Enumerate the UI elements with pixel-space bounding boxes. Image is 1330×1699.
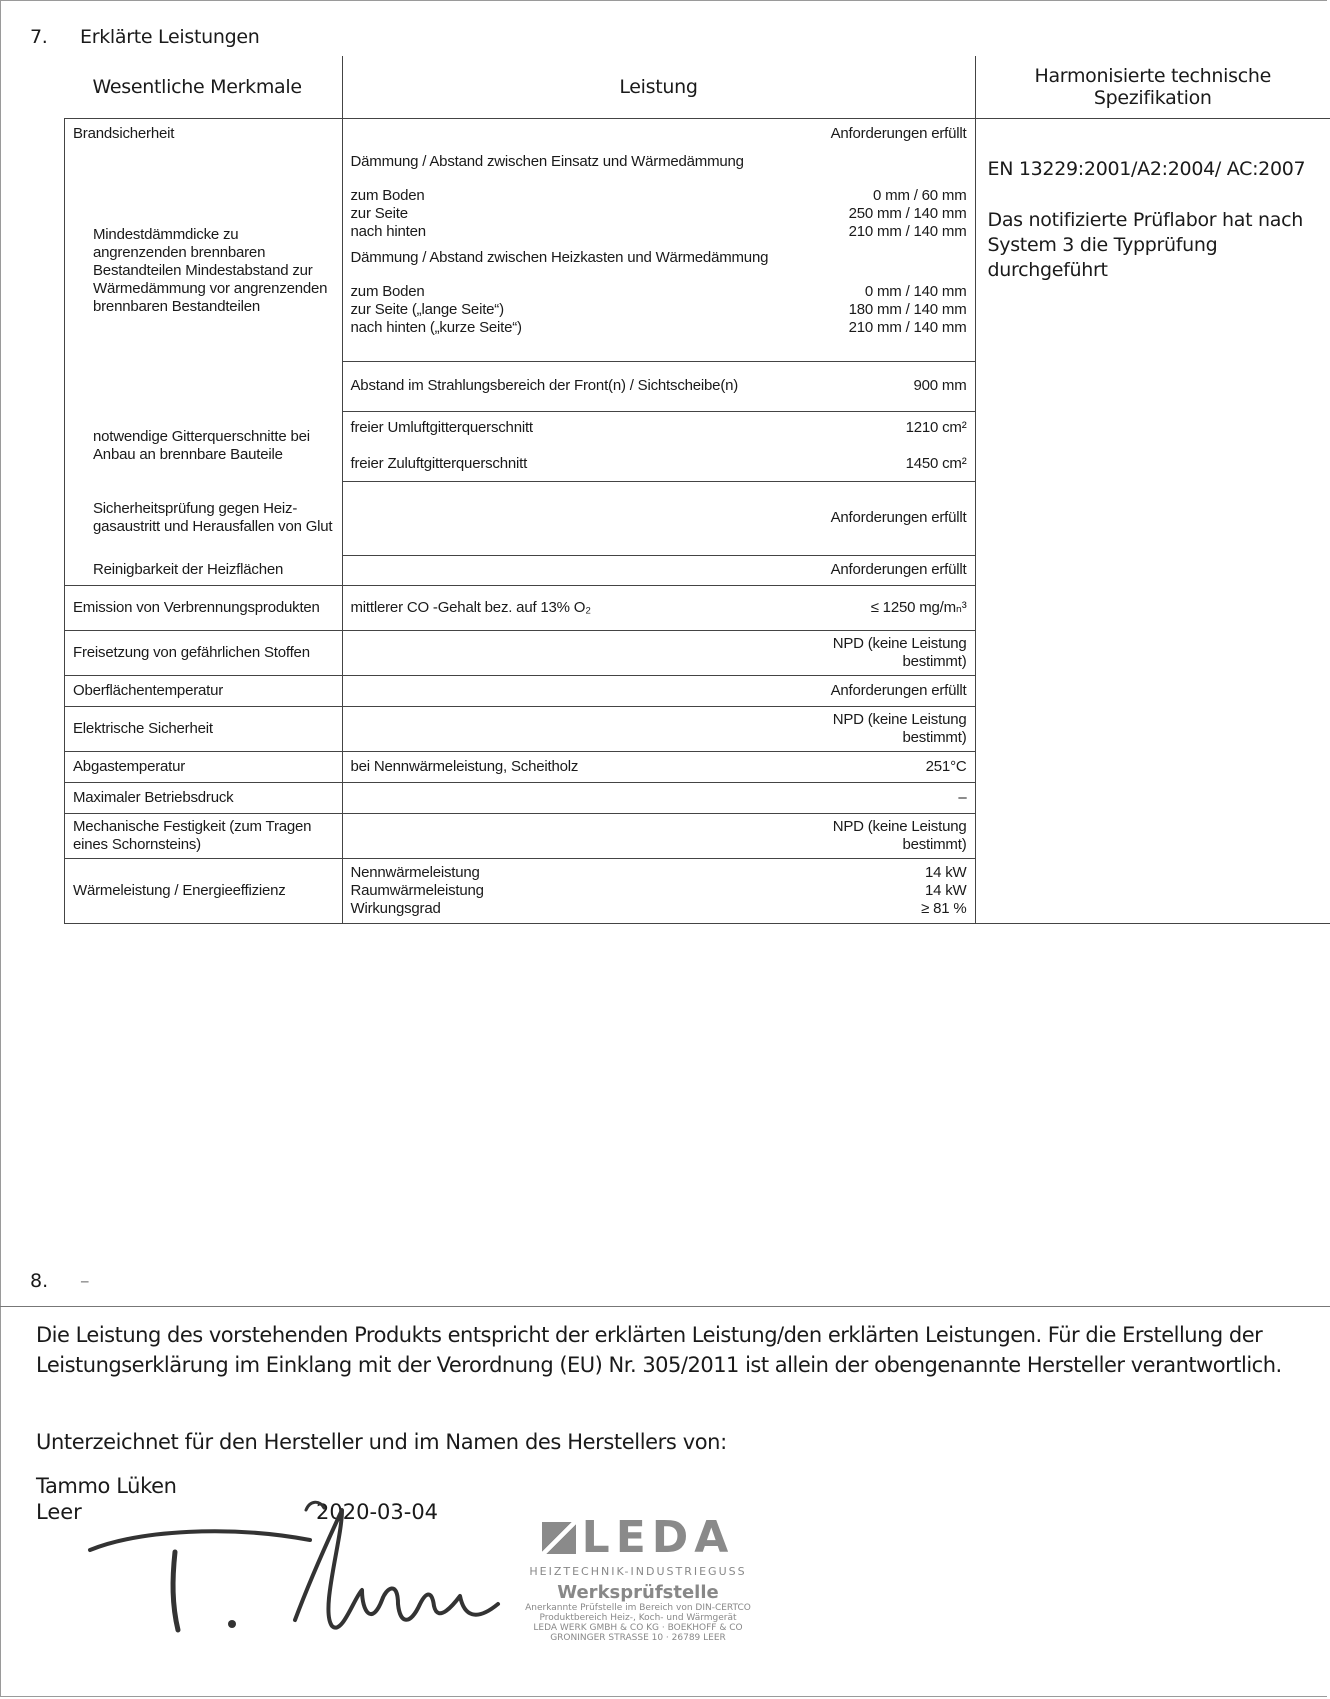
header-performance: Leistung [342,56,975,119]
box-heading: Dämmung / Abstand zwischen Heizkasten und Wärmedämmung [350,249,769,266]
safety-test-label: Sicherheitsprüfung gegen Heiz-gasaustritt und Herausfallen von Glut [93,500,333,535]
company-stamp [488,1512,788,1643]
section-8 [30,1270,90,1292]
heat-row-value: 14 kW [924,882,967,899]
insert-row-value: 210 mm / 140 mm [848,223,967,240]
section-8-text: – [80,1270,90,1292]
row-value: 251°C [925,758,967,775]
stamp-title: Werksprüfstelle [557,1582,719,1603]
heat-row-label: Wirkungsgrad [350,900,441,917]
row-label: Mechanische Festigkeit (zum Tragen eines Schornsteins) [73,818,312,853]
insert-row-value: 250 mm / 140 mm [848,205,967,222]
cleaning-value: Anforderungen erfüllt [830,561,967,579]
row-label: Abgastemperatur [73,758,186,775]
row-value: NPD (keine Leistung bestimmt) [832,635,967,670]
heat-row-value: 14 kW [924,864,967,881]
heat-row-label: Raumwärmeleistung [350,882,484,899]
insert-row-label: zum Boden [350,187,425,204]
box-row-value: 210 mm / 140 mm [848,319,967,336]
signature [80,1500,520,1640]
row-value: Anforderungen erfüllt [830,682,967,699]
radiation-label: Abstand im Strahlungsbereich der Front(n) / Sichtscheibe(n) [350,377,739,394]
stamp-line: Anerkannte Prüfstelle im Bereich von DIN-CERTCO [525,1603,751,1613]
stamp-line: Produktbereich Heiz-, Koch- und Wärmgerät [539,1613,737,1623]
heat-label: Wärmeleistung / Energieeffizienz [73,882,286,899]
box-row-value: 0 mm / 140 mm [864,283,967,300]
signing-place: Leer [36,1500,82,1524]
header-hts: Harmonisierte technische Spezifikation [975,56,1330,119]
box-row-label: nach hinten („kurze Seite“) [350,319,522,336]
row-detail: bei Nennwärmeleistung, Scheitholz [350,758,579,775]
stamp-subtitle: HEIZTECHNIK-INDUSTRIEGUSS [529,1565,747,1578]
cleaning-label: Reinigbarkeit der Heizflächen [93,561,284,578]
signed-for-text: Unterzeichnet für den Hersteller und im Namen des Herstellers von: [36,1430,727,1454]
divider [0,1306,1330,1307]
insert-row-label: nach hinten [350,223,426,240]
row-value: NPD (keine Leistung bestimmt) [832,818,967,853]
grille-row-value: 1210 cm² [905,419,967,436]
hts-standard: EN 13229:2001/A2:2004/ AC:2007 [987,158,1306,180]
section-number: 8. [30,1270,49,1292]
stamp-line: GRONINGER STRASSE 10 · 26789 LEER [550,1633,726,1643]
heat-row-value: ≥ 81 % [921,900,967,917]
signatory-name: Tammo Lüken [36,1474,177,1498]
fire-safety-label: Brandsicherheit [73,125,175,142]
grille-row-label: freier Zuluftgitterquerschnitt [350,455,528,472]
row-value: ≤ 1250 mg/mₙ³ [870,599,967,616]
insulation-label: Mindestdämmdicke zu angrenzenden brennbaren Bestandteilen Mindestabstand zur Wärmedämmung vor angrenzenden brennbaren Bestandteilen [93,226,328,315]
hts-cell [975,119,1330,924]
stamp-line: LEDA WERK GMBH & CO KG · BOEKHOFF & CO [533,1623,743,1633]
row-value: NPD (keine Leistung bestimmt) [832,711,967,746]
insert-row-value: 0 mm / 60 mm [873,187,967,204]
section-number: 7. [30,26,48,48]
row-label: Oberflächentemperatur [73,682,224,699]
row-label: Maximaler Betriebsdruck [73,789,234,806]
row-value: – [958,789,967,806]
radiation-value: 900 mm [913,377,967,394]
hts-notified-lab: Das notifizierte Prüflabor hat nach System 3 die Typprüfung durchgeführt [987,209,1303,281]
grille-label: notwendige Gitterquerschnitte bei Anbau an brennbare Bauteile [93,428,310,463]
box-row-label: zum Boden [350,283,425,300]
grille-row-label: freier Umluftgitterquerschnitt [350,419,533,436]
fire-safety-status: Anforderungen erfüllt [830,125,967,142]
box-row-value: 180 mm / 140 mm [848,301,967,318]
insert-row-label: zur Seite [350,205,408,222]
row-detail: mittlerer CO -Gehalt bez. auf 13% O₂ [350,599,591,616]
section-title: Erklärte Leistungen [80,26,260,48]
declaration-line: Leistungserklärung im Einklang mit der Verordnung (EU) Nr. 305/2011 ist allein der obengenannte Hersteller verantwortlich. [36,1353,1282,1377]
section-7-heading [30,26,259,48]
box-row-label: zur Seite („lange Seite“) [350,301,504,318]
insert-heading: Dämmung / Abstand zwischen Einsatz und Wärmedämmung [350,153,744,170]
heat-row-label: Nennwärmeleistung [350,864,480,881]
leda-logo: LEDA [488,1512,788,1563]
performance-table [64,56,1330,924]
row-label: Elektrische Sicherheit [73,720,213,737]
declaration-text [36,1320,1326,1380]
grille-row-value: 1450 cm² [905,455,967,472]
header-characteristics: Wesentliche Merkmale [65,56,343,119]
row-label: Freisetzung von gefährlichen Stoffen [73,644,310,661]
declaration-line: Die Leistung des vorstehenden Produkts entspricht der erklärten Leistung/den erklärten Leistungen. Für die Erstellung der [36,1323,1263,1347]
safety-test-value: Anforderungen erfüllt [830,509,967,526]
table-header-row [65,56,1330,119]
leda-logo-mark-icon [542,1522,576,1554]
table-row [65,119,1330,150]
signing-date: 2020-03-04 [316,1500,439,1524]
row-label: Emission von Verbrennungsprodukten [73,599,320,616]
